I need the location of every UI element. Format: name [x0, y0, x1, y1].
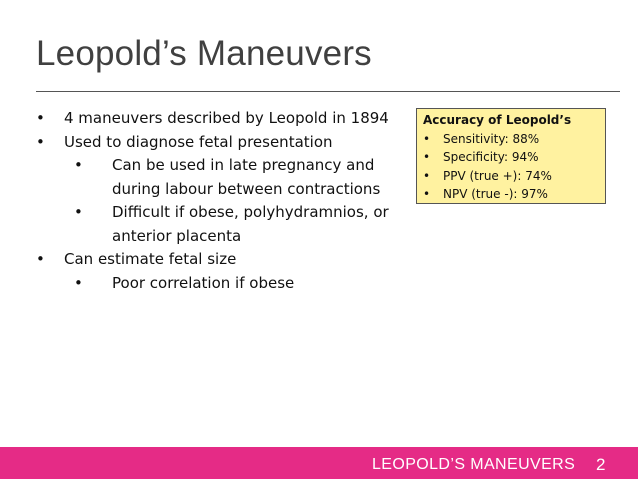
list-item-text: 4 maneuvers described by Leopold in 1894: [64, 109, 389, 127]
list-item: [36, 131, 396, 155]
accuracy-item-text: Specificity: 94%: [443, 150, 539, 164]
list-item: [36, 272, 396, 296]
title-divider: [36, 91, 620, 92]
list-item-text: Can be used in late pregnancy and during labour between contractions: [112, 156, 381, 198]
bullet-icon: •: [423, 131, 431, 146]
list-item-text: Poor correlation if obese: [112, 273, 295, 292]
list-item-text: Can estimate fetal size: [64, 250, 237, 268]
accuracy-item: [423, 167, 599, 186]
bullet-icon: •: [423, 150, 431, 164]
list-item: [36, 154, 396, 201]
accuracy-box-title: Accuracy of Leopold’s: [423, 113, 572, 127]
bullet-icon: •: [423, 187, 431, 201]
footer-label: LEOPOLD’S MANEUVERS: [372, 456, 576, 473]
bullet-icon: •: [36, 132, 45, 151]
accuracy-item: [423, 185, 599, 204]
bullet-icon: •: [36, 109, 45, 127]
accuracy-item-text: NPV (true -): 97%: [443, 187, 548, 201]
page-number: 2: [596, 455, 606, 474]
list-item: [36, 248, 396, 272]
footer-bar: [0, 447, 638, 479]
accuracy-box: [416, 108, 606, 204]
list-item-text: Used to diagnose fetal presentation: [64, 132, 333, 151]
bullet-icon: •: [74, 203, 83, 221]
accuracy-item: [423, 148, 599, 167]
accuracy-item-text: PPV (true +): 74%: [443, 168, 552, 183]
bullet-icon: •: [74, 156, 83, 174]
list-item: [36, 201, 396, 248]
accuracy-item: [423, 130, 599, 149]
bullet-icon: •: [423, 168, 431, 183]
bullet-icon: •: [36, 250, 45, 268]
bullet-icon: •: [74, 273, 83, 292]
main-bullet-list: [36, 107, 396, 295]
list-item: [36, 107, 396, 131]
slide-title: Leopold’s Maneuvers: [36, 34, 372, 73]
list-item-text: Difficult if obese, polyhydramnios, or anterior placenta: [112, 203, 389, 245]
accuracy-item-text: Sensitivity: 88%: [443, 131, 540, 146]
